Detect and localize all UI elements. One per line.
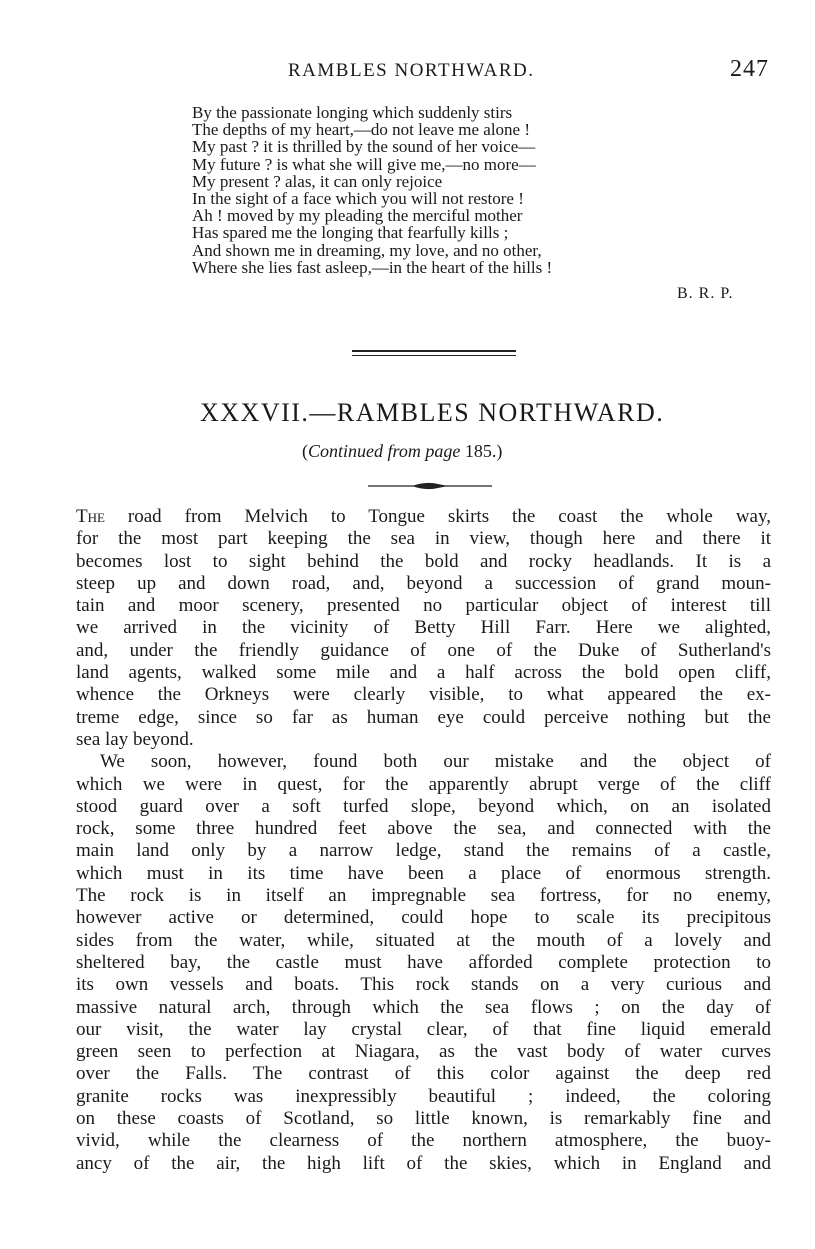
paragraph-line: which must in its time have been a place of enormous strength. — [76, 862, 771, 884]
paragraph-line: over the Falls. The contrast of this color against the deep red — [76, 1063, 771, 1085]
paragraph-line: tain and moor scenery, presented no particular object of interest till — [76, 595, 771, 617]
paragraph-line — [76, 506, 771, 528]
poem-line: Where she lies fast asleep,—in the heart of the hills ! — [192, 257, 553, 277]
paragraph-line: sides from the water, while, situated at the mouth of a lovely and — [76, 929, 771, 951]
paragraph-line: The rock is in itself an impregnable sea fortress, for no enemy, — [76, 885, 771, 907]
page-number: 247 — [730, 56, 769, 82]
poem-line: By the passionate longing which suddenly stirs — [192, 103, 513, 122]
paragraph-line: We soon, however, found both our mistake and the object of — [100, 751, 771, 773]
paragraph-line: on these coasts of Scotland, so little known, is remarkably fine and — [76, 1108, 771, 1130]
running-title: RAMBLES NORTHWARD. — [288, 60, 535, 81]
paragraph-line: for the most part keeping the sea in view, though here and there it — [76, 528, 771, 550]
article-title: XXXVII.—RAMBLES NORTHWARD. — [200, 398, 665, 427]
paragraph-line: vivid, while the clearness of the northern atmosphere, the buoy- — [76, 1130, 771, 1152]
poem-line: My future ? is what she will give me,—no more— — [192, 154, 536, 174]
paragraph-line: sea lay beyond. — [76, 728, 194, 750]
paragraph-line: its own vessels and boats. This rock stands on a very curious and — [76, 974, 771, 996]
poem-line: Has spared me the longing that fearfully kills ; — [192, 223, 509, 243]
drop-word: The — [76, 506, 105, 527]
poem-line: My present ? alas, it can only rejoice — [192, 171, 443, 191]
paragraph-line: steep up and down road, and, beyond a succession of grand moun- — [76, 572, 771, 594]
article-body — [76, 506, 771, 1175]
paragraph-line: ancy of the air, the high lift of the skies, which in England and — [76, 1152, 771, 1174]
paragraph-line: treme edge, since so far as human eye could perceive nothing but the — [76, 706, 771, 728]
continued-page: 185. — [464, 441, 497, 461]
paragraph-line: and, under the friendly guidance of one of the Duke of Sutherland's — [76, 639, 771, 661]
poem-line: Ah ! moved by my pleading the merciful mother — [192, 206, 523, 226]
paragraph-line: stood guard over a soft turfed slope, beyond which, on an isolated — [76, 795, 771, 817]
poem-line: And shown me in dreaming, my love, and no other, — [192, 240, 542, 260]
paragraph-line: we arrived in the vicinity of Betty Hill Farr. Here we alighted, — [76, 617, 771, 639]
paragraph-line: which we were in quest, for the apparently abrupt verge of the cliff — [76, 773, 771, 795]
first-line-text: road from Melvich to Tongue skirts the coast the whole way, — [127, 506, 771, 527]
paragraph-line: granite rocks was inexpressibly beautiful ; indeed, the coloring — [76, 1085, 771, 1107]
paragraph-line: our visit, the water lay crystal clear, of that fine liquid emerald — [76, 1018, 771, 1040]
paragraph-line: land agents, walked some mile and a half across the bold open cliff, — [76, 662, 771, 684]
poem-line: In the sight of a face which you will not restore ! — [192, 189, 524, 209]
paragraph-line: becomes lost to sight behind the bold and rocky headlands. It is a — [76, 550, 771, 572]
paragraph-line: whence the Orkneys were clearly visible, to what appeared the ex- — [76, 684, 771, 706]
paragraph-line: however active or determined, could hope to scale its precipitous — [76, 907, 771, 929]
paragraph-line: massive natural arch, through which the sea flows ; on the day of — [76, 996, 771, 1018]
paragraph-line: green seen to perfection at Niagara, as the vast body of water curves — [76, 1041, 771, 1063]
ornament-rule — [368, 480, 492, 492]
paragraph-line: sheltered bay, the castle must have afforded complete protection to — [76, 951, 771, 973]
continued-prefix: Continued from page — [308, 441, 461, 461]
running-header — [0, 58, 815, 86]
continued-note: (Continued from page 185.) — [302, 441, 503, 461]
poem — [192, 104, 692, 276]
poem-line: The depths of my heart,—do not leave me alone ! — [192, 120, 530, 140]
section-divider — [352, 350, 516, 359]
poem-line: My past ? it is thrilled by the sound of her voice— — [192, 137, 536, 157]
paragraph-line: rock, some three hundred feet above the sea, and connected with the — [76, 818, 771, 840]
poem-signature: B. R. P. — [677, 285, 734, 302]
paragraph-line: main land only by a narrow ledge, stand the remains of a castle, — [76, 840, 771, 862]
